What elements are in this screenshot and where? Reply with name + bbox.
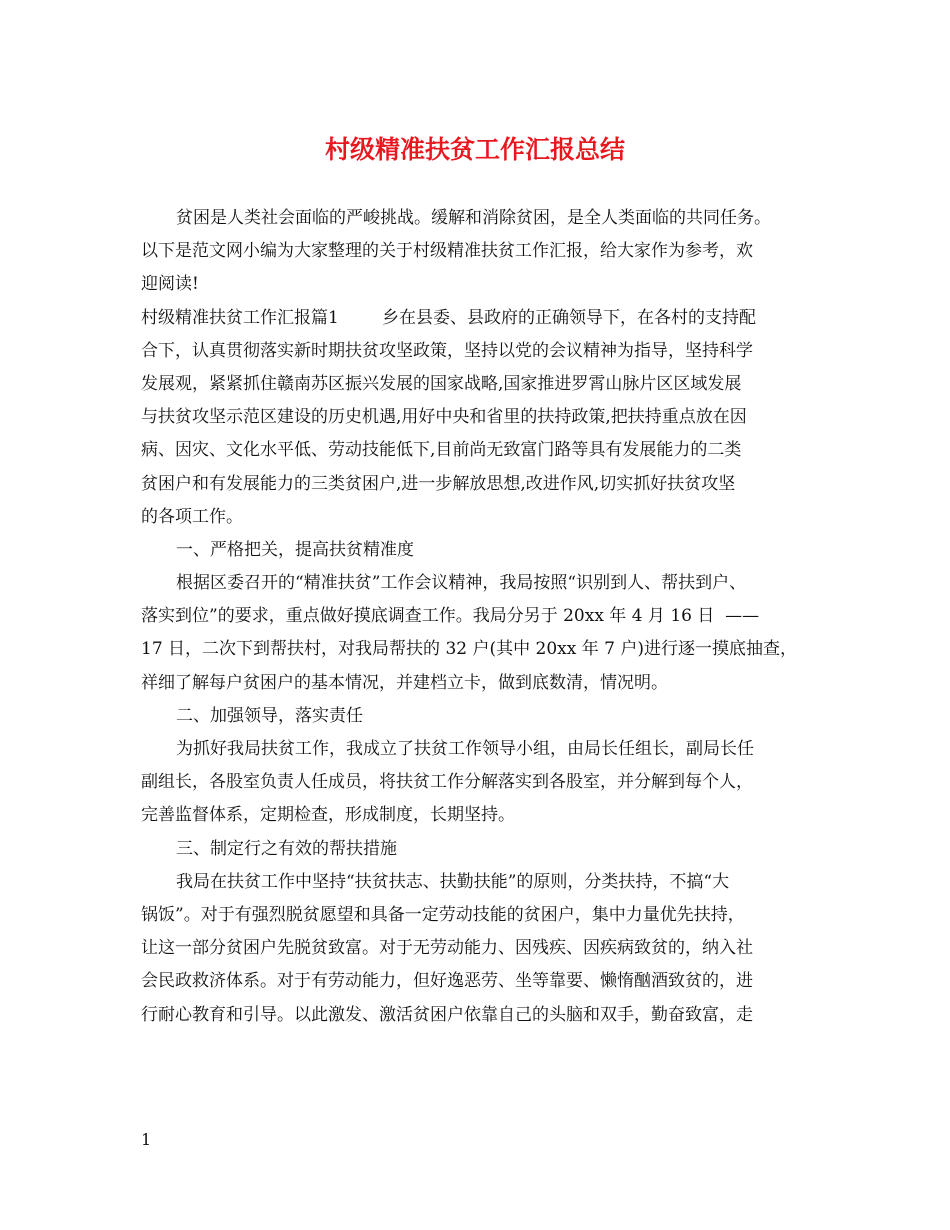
text-line: 合下，认真贯彻落实新时期扶贫攻坚政策，坚持以党的会议精神为指导，坚持科学 bbox=[141, 340, 753, 361]
text-line: 完善监督体系，定期检查，形成制度，长期坚持。 bbox=[141, 805, 515, 826]
text-line: 根据区委召开的“精准扶贫”工作会议精神，我局按照“识别到人、帮扶到户、 bbox=[176, 573, 747, 594]
text-line: 为抓好我局扶贫工作，我成立了扶贫工作领导小组，由局长任组长，副局长任 bbox=[176, 739, 754, 759]
text-line: 一、严格把关，提高扶贫精准度 bbox=[176, 539, 414, 560]
text-line: 病、因灾、文化水平低、劳动技能低下,目前尚无致富门路等具有发展能力的二类 bbox=[141, 440, 742, 461]
text-line: 发展观，紧紧抓住赣南苏区振兴发展的国家战略,国家推进罗霄山脉片区区域发展 bbox=[141, 373, 742, 394]
text-line: 锅饭”。对于有强烈脱贫愿望和具备一定劳动技能的贫困户，集中力量优先扶持， bbox=[141, 904, 745, 925]
text-line: 三、制定行之有效的帮扶措施 bbox=[176, 838, 397, 859]
text-line: 的各项工作。 bbox=[141, 506, 243, 527]
text-line: 会民政救济体系。对于有劳动能力，但好逸恶劳、坐等靠要、懒惰酗酒致贫的，进 bbox=[141, 971, 753, 992]
text-line: 行耐心教育和引导。以此激发、激活贫困户依靠自己的头脑和双手，勤奋致富，走 bbox=[141, 1004, 753, 1025]
text-line: 让这一部分贫困户先脱贫致富。对于无劳动能力、因残疾、因疾病致贫的，纳入社 bbox=[141, 938, 753, 959]
text-line: 我局在扶贫工作中坚持“扶贫扶志、扶勤扶能”的原则，分类扶持，不搞“大 bbox=[176, 871, 730, 892]
document-title: 村级精准扶贫工作汇报总结 bbox=[324, 135, 625, 164]
text-line: 迎阅读! bbox=[141, 274, 199, 295]
text-line: 副组长，各股室负责人任成员，将扶贫工作分解落实到各股室，并分解到每个人， bbox=[141, 772, 753, 793]
document-body bbox=[141, 202, 826, 1032]
text-line: 贫困户和有发展能力的三类贫困户,进一步解放思想,改进作风,切实抓好扶贫攻坚 bbox=[141, 473, 736, 494]
text-line: 与扶贫攻坚示范区建设的历史机遇,用好中央和省里的扶持政策,把扶持重点放在因 bbox=[141, 407, 747, 428]
text-line: 落实到位”的要求，重点做好摸底调查工作。我局分另于 20xx 年 4 月 16 日 —— bbox=[141, 606, 760, 627]
text-line: 祥细了解每户贫困户的基本情况，并建档立卡，做到底数清，情况明。 bbox=[141, 672, 668, 693]
text-line: 贫困是人类社会面临的严峻挑战。缓解和消除贫困，是全人类面临的共同任务。 bbox=[176, 208, 771, 228]
text-line: 村级精准扶贫工作汇报篇1 乡在县委、县政府的正确领导下，在各村的支持配 bbox=[141, 307, 757, 328]
text-line: 以下是范文网小编为大家整理的关于村级精准扶贫工作汇报，给大家作为参考，欢 bbox=[141, 241, 753, 262]
text-line: 17 日，二次下到帮扶村，对我局帮扶的 32 户(其中 20xx 年 7 户)进行逐一摸底抽查， bbox=[141, 639, 797, 660]
page-number: 1 bbox=[141, 1130, 152, 1149]
text-line: 二、加强领导，落实责任 bbox=[176, 705, 363, 726]
